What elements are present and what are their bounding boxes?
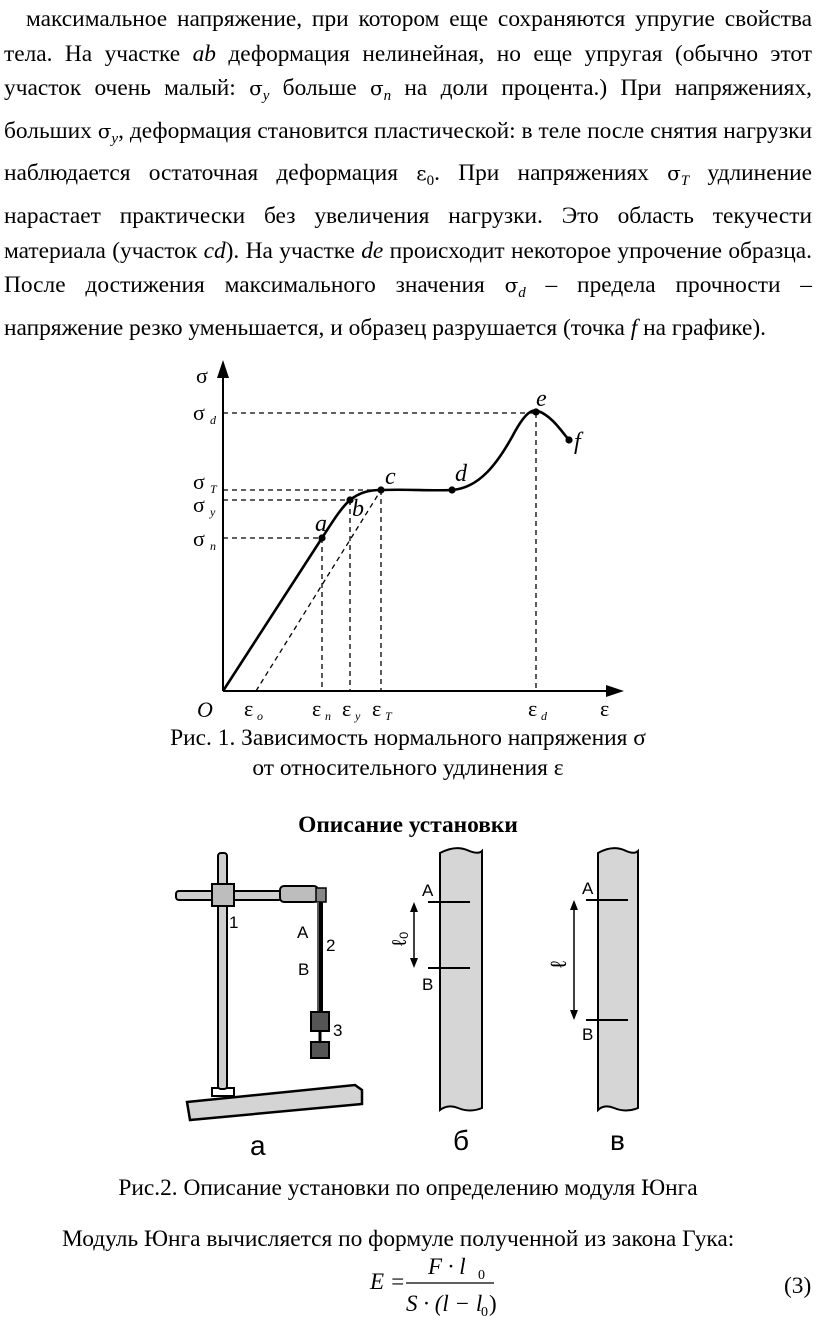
point-f-label: f bbox=[574, 429, 581, 455]
tick-eps-T: ε bbox=[372, 696, 382, 721]
formula-den-sub: 0 bbox=[481, 1305, 488, 1320]
text-run: на графике). bbox=[637, 314, 766, 341]
text-run: удлинение нарастает практически без увеличения нагрузки. Это область текучести материала (участок bbox=[4, 160, 812, 264]
tick-sigma-y: σ bbox=[193, 492, 205, 517]
tick-sub: T bbox=[210, 482, 217, 496]
segment-cd: cd bbox=[203, 237, 226, 264]
subscript-d: d bbox=[518, 285, 526, 302]
sigma-axis-label: σ bbox=[196, 363, 208, 388]
tick-sigma-n: σ bbox=[193, 526, 205, 551]
label-weight-3: 3 bbox=[333, 1021, 343, 1040]
sigma-symbol: σ bbox=[97, 118, 112, 143]
text-run: ). На участке bbox=[225, 237, 362, 264]
tick-eps-y: ε bbox=[342, 696, 352, 721]
label-l: ℓ bbox=[546, 960, 571, 968]
tick-sigma-d: σ bbox=[193, 400, 205, 425]
label-A-stand: A bbox=[297, 923, 309, 942]
tick-eps-d: ε bbox=[528, 696, 538, 721]
text-run: , деформация становится пластической: в теле после снятия нагрузки наблюдается остаточная деформация bbox=[4, 117, 812, 187]
tick-eps-n: ε bbox=[312, 696, 322, 721]
segment-ab: ab bbox=[192, 40, 216, 67]
text-run: максимальное напряжение, при котором еще сохраняются упругие свойства тела. На участке bbox=[4, 6, 812, 67]
text-run: на доли процента.) При напряжениях, больших bbox=[4, 75, 812, 144]
point-c-label: c bbox=[385, 464, 396, 490]
tick-sub: d bbox=[210, 413, 216, 427]
subscript-y: y bbox=[262, 88, 270, 105]
point-f-ref: f bbox=[630, 314, 638, 341]
young-modulus-formula bbox=[369, 1254, 497, 1320]
sigma-symbol: σ bbox=[667, 161, 681, 186]
tick-sub: y bbox=[355, 709, 361, 723]
guide-lines bbox=[223, 413, 536, 691]
origin-label: O bbox=[197, 697, 213, 722]
text-run: . При напряжениях bbox=[434, 160, 668, 187]
panel-label-b: б bbox=[453, 1125, 470, 1156]
formula-numerator: F · l bbox=[428, 1254, 466, 1279]
formula-den-close: ) bbox=[489, 1291, 497, 1316]
equation-number: (3) bbox=[784, 1273, 812, 1299]
panel-label-a: а bbox=[250, 1130, 266, 1161]
section-heading: Описание установки bbox=[298, 812, 518, 838]
stress-strain-curve bbox=[223, 410, 569, 691]
point-e-label: e bbox=[536, 386, 547, 412]
tick-sigma-T: σ bbox=[193, 469, 205, 494]
tick-sub: y bbox=[210, 505, 216, 519]
formula-num-sub: 0 bbox=[478, 1268, 485, 1283]
label-B-stand: B bbox=[298, 960, 310, 979]
subscript-zero: 0 bbox=[426, 173, 435, 190]
subscript-T: T bbox=[680, 173, 690, 190]
subscript-n: n bbox=[383, 88, 392, 105]
formula-denominator: S · (l − l bbox=[406, 1291, 483, 1316]
point-d-dot bbox=[448, 486, 455, 493]
sample-after-drawing bbox=[570, 848, 638, 1110]
point-c-dot bbox=[377, 486, 384, 493]
label-B-before: B bbox=[422, 975, 434, 994]
point-d-label: d bbox=[455, 461, 467, 487]
point-b-label: b bbox=[352, 496, 364, 522]
sigma-symbol: σ bbox=[504, 273, 519, 298]
label-B-after: B bbox=[582, 1025, 594, 1044]
text-run: происходит некоторое упрочение образца. После достижения максимального значения bbox=[4, 237, 812, 299]
text-run: больше bbox=[269, 75, 370, 102]
subscript-y: y bbox=[111, 130, 119, 147]
tick-sub: o bbox=[257, 709, 263, 723]
label-wire-2: 2 bbox=[326, 936, 336, 955]
stand-drawing bbox=[176, 853, 362, 1120]
epsilon-axis-label: ε bbox=[600, 696, 610, 721]
formula-intro: Модуль Юнга вычисляется по формуле полученной из закона Гука: bbox=[62, 1226, 735, 1252]
sigma-axis-arrow-icon bbox=[217, 360, 229, 378]
text-run: деформация нелинейная, но еще упругая (обычно этот участок очень малый: bbox=[4, 40, 812, 102]
apparatus-figure bbox=[176, 848, 638, 1161]
figure1-caption-line2: от относительного удлинения ε bbox=[252, 755, 564, 781]
tick-eps-o: ε bbox=[244, 696, 254, 721]
point-a-label: a bbox=[315, 511, 327, 537]
tick-sub: T bbox=[385, 709, 392, 723]
label-A-before: A bbox=[422, 881, 434, 900]
formula-lhs: E = bbox=[370, 1269, 406, 1294]
label-A-after: A bbox=[582, 879, 594, 898]
sample-before-drawing bbox=[410, 848, 482, 1110]
segment-de: de bbox=[361, 237, 384, 264]
tick-sub: n bbox=[325, 709, 331, 723]
sigma-symbol: σ bbox=[249, 76, 263, 101]
epsilon-symbol: ε bbox=[416, 161, 427, 186]
label-l0: ℓ₀ bbox=[389, 931, 411, 946]
figure2-caption: Рис.2. Описание установки по определению модуля Юнга bbox=[118, 1175, 698, 1201]
figure1-caption-line1: Рис. 1. Зависимость нормального напряжения σ bbox=[170, 725, 646, 751]
text-run: – предела прочности – напряжение резко уменьшается, и образец разрушается (точка bbox=[4, 272, 812, 341]
tick-sub: n bbox=[210, 539, 216, 553]
tick-sub: d bbox=[541, 709, 547, 723]
panel-label-v: в bbox=[610, 1125, 625, 1156]
label-rod-1: 1 bbox=[229, 913, 239, 932]
sigma-symbol: σ bbox=[369, 76, 384, 101]
point-f-dot bbox=[565, 436, 572, 443]
